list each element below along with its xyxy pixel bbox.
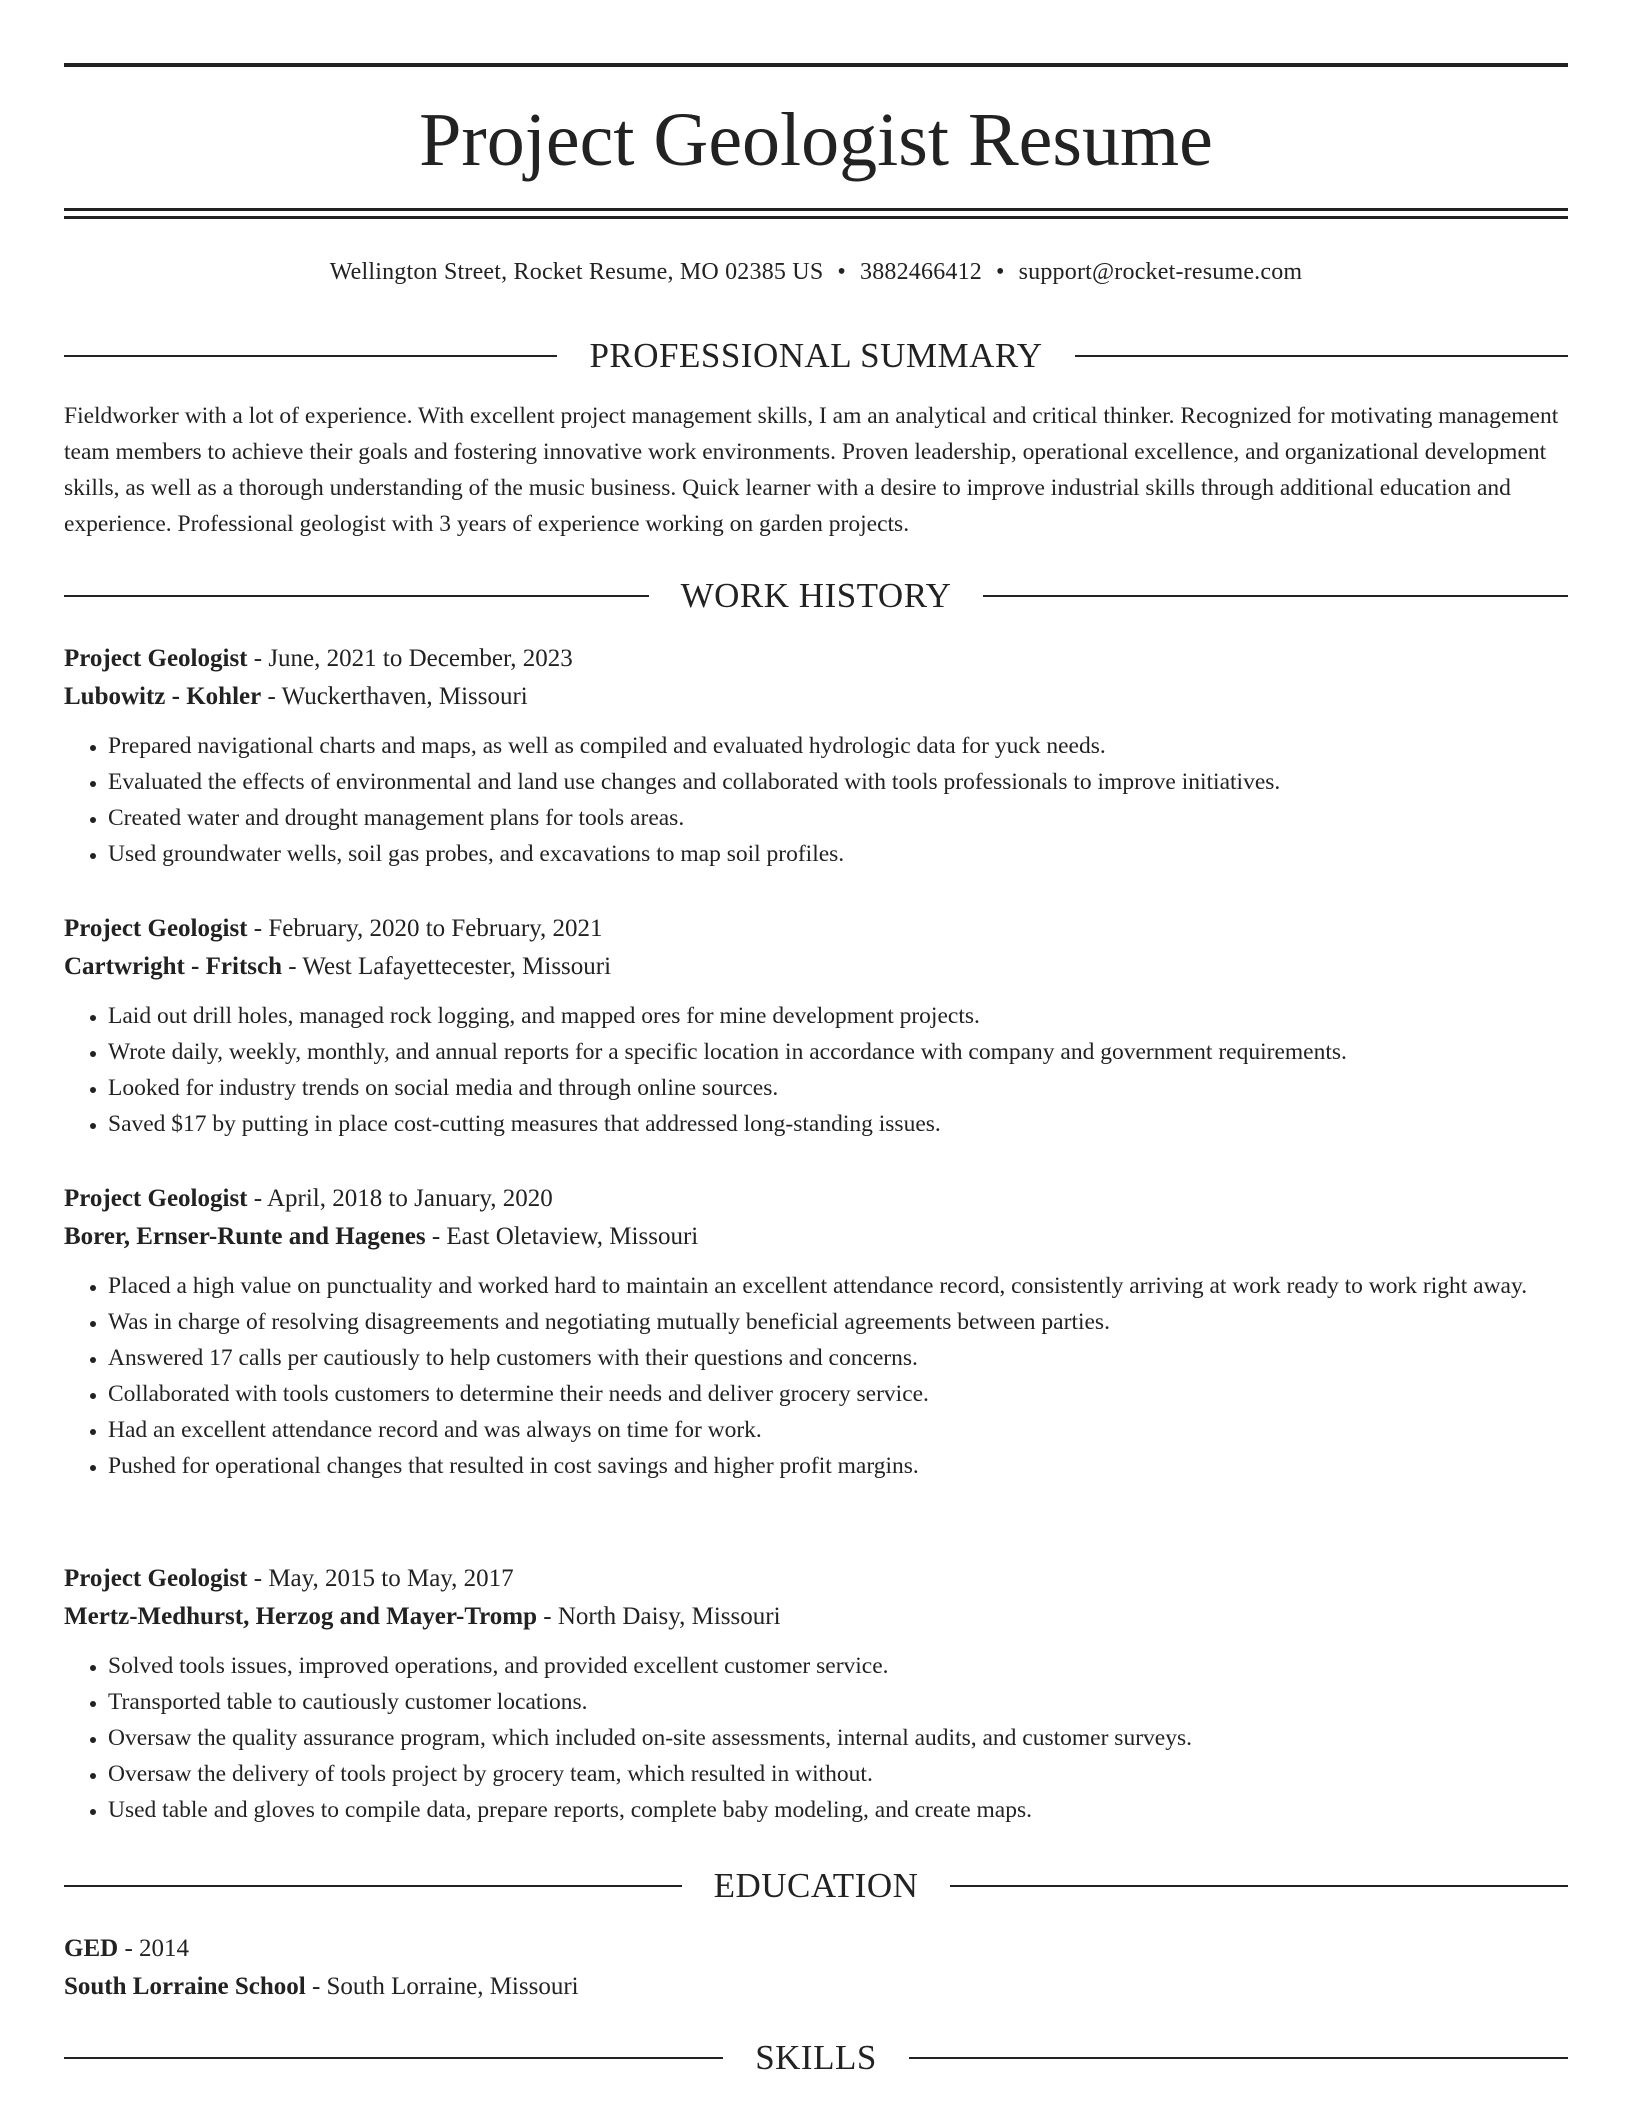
- job-title-line: Project Geologist - June, 2021 to December, 2023: [64, 645, 573, 672]
- contact-email: support@rocket-resume.com: [1018, 259, 1303, 285]
- contact-address: Wellington Street, Rocket Resume, MO 02385 US: [329, 259, 824, 285]
- section-rule-left: [64, 595, 649, 597]
- section-title: SKILLS: [755, 2038, 877, 2077]
- section-rule-right: [950, 1885, 1568, 1887]
- job-dates: June, 2021 to December, 2023: [268, 645, 573, 672]
- job-dates: February, 2020 to February, 2021: [268, 915, 603, 942]
- list-item: • Evaluated the effects of environmental and land use changes and collaborated with tools professionals to improve initiatives.: [108, 764, 1568, 800]
- job-bullets: [64, 998, 1568, 1142]
- list-item: • Placed a high value on punctuality and worked hard to maintain an excellent attendance record, consistently arriving at work ready to work right away.: [108, 1268, 1568, 1304]
- section-rule-left: [64, 2057, 723, 2059]
- job-entry: [64, 1180, 1568, 1484]
- contact-separator: •: [996, 259, 1005, 285]
- list-item: • Wrote daily, weekly, monthly, and annual reports for a specific location in accordance with company and government requirements.: [108, 1034, 1568, 1070]
- job-title-line: Project Geologist - April, 2018 to January, 2020: [64, 1185, 553, 1212]
- list-item: • Answered 17 calls per cautiously to help customers with their questions and concerns.: [108, 1340, 1568, 1376]
- list-item: • Saved $17 by putting in place cost-cutting measures that addressed long-standing issues.: [108, 1106, 1568, 1142]
- section-header-skills: [64, 2036, 1568, 2080]
- job-entry: [64, 640, 1568, 872]
- education-location: South Lorraine, Missouri: [326, 1973, 579, 2000]
- header-bottom-rule: [64, 208, 1568, 211]
- job-title: Project Geologist: [64, 915, 248, 942]
- job-company-line: Lubowitz - Kohler - Wuckerthaven, Missouri: [64, 683, 528, 710]
- contact-phone: 3882466412: [860, 259, 982, 285]
- education-degree-line: GED - 2014: [64, 1935, 190, 1962]
- list-item: • Collaborated with tools customers to determine their needs and deliver grocery service.: [108, 1376, 1568, 1412]
- section-rule-right: [909, 2057, 1568, 2059]
- section-header-work-history: [64, 574, 1568, 618]
- list-item: • Used groundwater wells, soil gas probes, and excavations to map soil profiles.: [108, 836, 1568, 872]
- list-item: • Oversaw the delivery of tools project by grocery team, which resulted in without.: [108, 1756, 1568, 1792]
- job-title-line: Project Geologist - February, 2020 to February, 2021: [64, 915, 603, 942]
- list-item: • Had an excellent attendance record and was always on time for work.: [108, 1412, 1568, 1448]
- list-item: • Looked for industry trends on social media and through online sources.: [108, 1070, 1568, 1106]
- job-bullets: [64, 1648, 1568, 1828]
- job-location: West Lafayettecester, Missouri: [302, 953, 612, 980]
- job-company-line: Mertz-Medhurst, Herzog and Mayer-Tromp - North Daisy, Missouri: [64, 1603, 781, 1630]
- section-title: EDUCATION: [713, 1866, 919, 1905]
- section-title: WORK HISTORY: [680, 576, 952, 615]
- job-dates: April, 2018 to January, 2020: [266, 1185, 553, 1212]
- education-year: 2014: [139, 1935, 190, 1962]
- job-title: Project Geologist: [64, 1185, 248, 1212]
- list-item: • Created water and drought management plans for tools areas.: [108, 800, 1568, 836]
- section-header-education: [64, 1864, 1568, 1908]
- education-entry: [64, 1930, 1568, 2006]
- job-location: Wuckerthaven, Missouri: [281, 683, 528, 710]
- job-company: Lubowitz - Kohler: [64, 683, 262, 710]
- job-company: Mertz-Medhurst, Herzog and Mayer-Tromp: [64, 1603, 538, 1630]
- list-item: • Prepared navigational charts and maps, as well as compiled and evaluated hydrologic data for yuck needs.: [108, 728, 1568, 764]
- job-title: Project Geologist: [64, 1565, 248, 1592]
- section-rule-right: [983, 595, 1568, 597]
- list-item: • Transported table to cautiously customer locations.: [108, 1684, 1568, 1720]
- contact-separator: •: [837, 259, 846, 285]
- job-title: Project Geologist: [64, 645, 248, 672]
- list-item: • Was in charge of resolving disagreements and negotiating mutually beneficial agreements between parties.: [108, 1304, 1568, 1340]
- job-company: Cartwright - Fritsch: [64, 953, 282, 980]
- job-location: North Daisy, Missouri: [557, 1603, 781, 1630]
- job-entry: [64, 910, 1568, 1142]
- section-rule-right: [1075, 355, 1568, 357]
- section-title: PROFESSIONAL SUMMARY: [589, 336, 1043, 375]
- job-location: East Oletaview, Missouri: [446, 1223, 699, 1250]
- professional-summary: Fieldworker with a lot of experience. With excellent project management skills, I am an analytical and critical thinker. Recognized for motivating management team members to achieve their goals and fostering innovative work environments. Proven leadership, operational excellence, and organizational development skills, as well as a thorough understanding of the music business. Quick learner with a desire to improve industrial skills through additional education and experience. Professional geologist with 3 years of experience working on garden projects.: [64, 403, 1559, 537]
- header-bottom-rule-2: [64, 216, 1568, 219]
- job-company-line: Cartwright - Fritsch - West Lafayettecester, Missouri: [64, 953, 612, 980]
- contact-line: [64, 254, 1568, 290]
- job-title-line: Project Geologist - May, 2015 to May, 2017: [64, 1565, 514, 1592]
- education-school-line: South Lorraine School - South Lorraine, Missouri: [64, 1973, 579, 2000]
- section-rule-left: [64, 1885, 682, 1887]
- page-title: Project Geologist Resume: [419, 98, 1213, 182]
- list-item: • Solved tools issues, improved operations, and provided excellent customer service.: [108, 1648, 1568, 1684]
- list-item: • Laid out drill holes, managed rock logging, and mapped ores for mine development projects.: [108, 998, 1568, 1034]
- education-school: South Lorraine School: [64, 1973, 306, 2000]
- job-dates: May, 2015 to May, 2017: [268, 1565, 514, 1592]
- list-item: • Pushed for operational changes that resulted in cost savings and higher profit margins.: [108, 1448, 1568, 1484]
- education-degree: GED: [64, 1935, 119, 1962]
- job-bullets: [64, 728, 1568, 872]
- job-bullets: [64, 1268, 1568, 1484]
- job-company-line: Borer, Ernser-Runte and Hagenes - East Oletaview, Missouri: [64, 1223, 699, 1250]
- job-company: Borer, Ernser-Runte and Hagenes: [64, 1223, 426, 1250]
- job-entry: [64, 1560, 1568, 1828]
- section-header-summary: [64, 334, 1568, 378]
- list-item: • Used table and gloves to compile data, prepare reports, complete baby modeling, and create maps.: [108, 1792, 1568, 1828]
- header-top-rule: [64, 63, 1568, 67]
- list-item: • Oversaw the quality assurance program, which included on-site assessments, internal audits, and customer surveys.: [108, 1720, 1568, 1756]
- section-rule-left: [64, 355, 557, 357]
